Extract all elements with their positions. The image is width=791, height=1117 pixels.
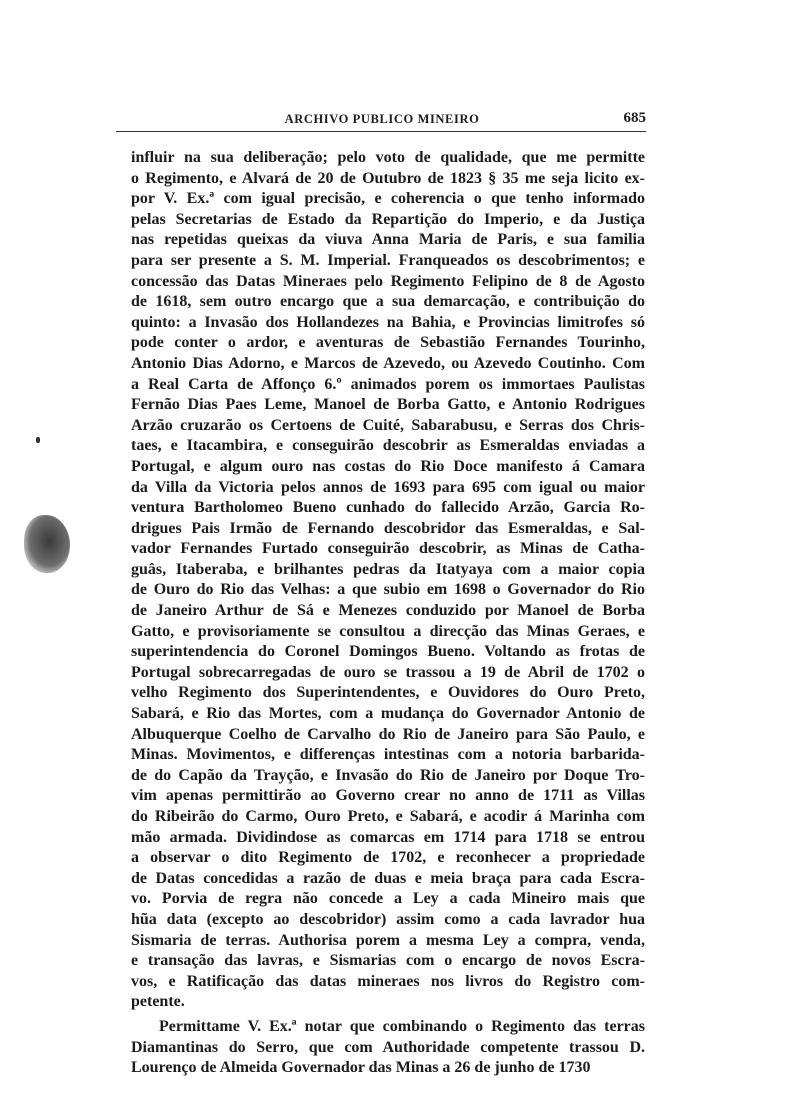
text-line: superintendencia do Coronel Domingos Bueno. Voltando as frotas de <box>131 643 645 661</box>
text-line: de do Capão da Trayção, e Invasão do Rio de Janeiro por Doque Tro- <box>131 766 645 784</box>
text-line: de Datas concedidas a razão de duas e meia braça para cada Escra- <box>131 869 645 887</box>
text-line: mão armada. Dividindose as comarcas em 1714 para 1718 se entrou <box>131 828 645 846</box>
text-line: petente. <box>131 993 185 1011</box>
page-number: 685 <box>623 110 646 126</box>
text-line: taes, e Itacambira, e conseguirão descobrir as Esmeraldas enviadas a <box>131 437 645 455</box>
text-line: e transação das lavras, e Sismarias com o encargo de novos Escra- <box>131 952 645 970</box>
text-line: de 1618, sem outro encargo que a sua demarcação, e contribuição do <box>131 293 645 311</box>
text-line: concessão das Datas Mineraes pelo Regimento Felipino de 8 de Agosto <box>131 272 645 290</box>
text-line: guâs, Itaberaba, e brilhantes pedras da Itatyaya com a maior copia <box>131 560 645 578</box>
text-line: pode conter o ardor, e aventuras de Sebastião Fernandes Tourinho, <box>131 334 645 352</box>
text-line: drigues Pais Irmão de Fernando descobridor das Esmeraldas, e Sal- <box>131 519 645 537</box>
ink-stain <box>24 515 70 573</box>
text-line: nas repetidas queixas da viuva Anna Maria de Paris, e sua familia <box>131 231 645 249</box>
text-line: velho Regimento dos Superintendentes, e Ouvidores do Ouro Preto, <box>131 684 645 702</box>
header-rule <box>116 131 646 132</box>
text-line: influir na sua deliberação; pelo voto de qualidade, que me permitte <box>131 149 645 166</box>
text-line: a Real Carta de Affonço 6.º animados porem os immortaes Paulistas <box>131 375 645 393</box>
text-line: de Ouro do Rio das Velhas: a que subio em 1698 o Governador do Rio <box>131 581 645 599</box>
text-line: para ser presente a S. M. Imperial. Franqueados os descobrimentos; e <box>131 251 645 269</box>
running-title: ARCHIVO PUBLICO MINEIRO <box>284 112 480 126</box>
text-line: Portugal sobrecarregadas de ouro se trassou a 19 de Abril de 1702 o <box>131 663 645 681</box>
text-line: vos, e Ratificação das datas mineraes nos livros do Registro com- <box>131 972 645 990</box>
text-line: Diamantinas do Serro, que com Authoridade competente trassou D. <box>131 1038 645 1056</box>
text-line: ventura Bartholomeo Bueno cunhado do fallecido Arzão, Garcia Ro- <box>131 499 645 517</box>
text-line: hũa data (excepto ao descobridor) assim como a cada lavrador hua <box>131 910 645 928</box>
text-line: Permittame V. Ex.ª notar que combinando o Regimento das terras <box>159 1017 645 1035</box>
text-line: o Regimento, e Alvará de 20 de Outubro de 1823 § 35 me seja licito ex- <box>131 169 645 187</box>
text-line: da Villa da Victoria pelos annos de 1693 para 695 com igual ou maior <box>131 478 645 496</box>
text-line: vim apenas permittirão ao Governo crear no anno de 1711 as Villas <box>131 787 645 805</box>
text-line: por V. Ex.ª com igual precisão, e coherencia o que tenho informado <box>131 190 645 208</box>
paragraph-1 <box>131 148 645 1013</box>
text-line: Arzão cruzarão os Certoens de Cuité, Sabarabusu, e Serras dos Chris- <box>131 416 645 434</box>
body-text <box>131 148 645 1079</box>
text-line: Albuquerque Coelho de Carvalho do Rio de Janeiro para São Paulo, e <box>131 725 645 743</box>
text-line: de Janeiro Arthur de Sá e Menezes conduzido por Manoel de Borba <box>131 602 645 620</box>
text-line: quinto: a Invasão dos Hollandezes na Bahia, e Provincias limitrofes só <box>131 313 645 331</box>
text-line: vo. Porvia de regra não concede a Ley a cada Mineiro mais que <box>131 890 645 908</box>
text-line: Sismaria de terras. Authorisa porem a mesma Ley a compra, venda, <box>131 931 645 949</box>
text-line: do Ribeirão do Carmo, Ouro Preto, e Sabará, e acodir á Marinha com <box>131 808 645 825</box>
paragraph-2 <box>131 1017 645 1079</box>
text-line: Sabará, e Rio das Mortes, com a mudança do Governador Antonio de <box>131 705 645 723</box>
text-line: Antonio Dias Adorno, e Marcos de Azevedo, ou Azevedo Coutinho. Com <box>131 354 645 372</box>
text-line: Fernão Dias Paes Leme, Manoel de Borba Gatto, e Antonio Rodrigues <box>131 396 645 414</box>
ink-mark <box>36 437 40 443</box>
text-line: Lourenço de Almeida Governador das Minas a 26 de junho de 1730 <box>131 1059 591 1077</box>
text-line: Portugal, e algum ouro nas costas do Rio Doce manifesto á Camara <box>131 457 645 475</box>
text-line: a observar o dito Regimento de 1702, e reconhecer a propriedade <box>131 849 645 867</box>
text-line: Gatto, e provisoriamente se consultou a direcção das Minas Geraes, e <box>131 622 645 640</box>
text-line: Minas. Movimentos, e differenças intestinas com a notoria barbarida- <box>131 746 645 764</box>
text-line: pelas Secretarias de Estado da Repartição do Imperio, e da Justiça <box>131 210 645 228</box>
text-line: vador Fernandes Furtado conseguirão descobrir, as Minas de Catha- <box>131 540 645 558</box>
